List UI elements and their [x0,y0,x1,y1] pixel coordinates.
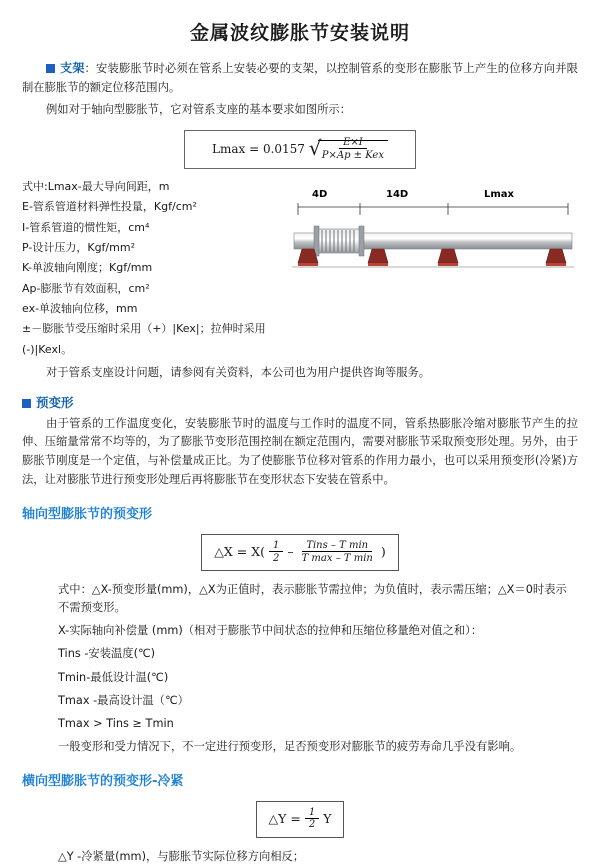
lmax-numerator: E×I [339,137,367,149]
delta-y-half-num: 1 [305,807,319,819]
axial-line: Tmin-最低设计温(℃) [58,670,169,684]
legend-item: ex-单波轴向位移，mm [22,302,138,316]
subsection-lateral-heading: 横向型膨胀节的预变形-冷紧 [22,773,184,789]
lmax-denominator: P×Ap ± Kex [321,149,384,161]
temp-denominator: T max – T min [301,552,373,564]
section1-note: 对于管系支座设计问题，请参阅有关资料，本公司也为用户提供咨询等服务。 [46,366,431,380]
temp-numerator: Tins – T min [302,540,372,552]
page-title: 金属波纹膨胀节安装说明 [189,22,410,44]
dim-label-4d: 4D [312,189,328,201]
dim-label-lmax: Lmax [484,189,514,201]
bullet-square-icon [46,64,55,73]
delta-y-half-den: 2 [308,819,316,831]
delta-y-half-fraction [305,807,319,832]
section1-para2: 例如对于轴向型膨胀节，它对管系支座的基本要求如图所示： [46,103,352,117]
lmax-formula-lhs: Lmax = 0.0157 [211,142,305,157]
legend-item: Ap-膨胀节有效面积，cm² [22,281,150,295]
lmax-fraction [318,137,388,162]
one-half-num: 1 [269,540,283,552]
axial-line: 一般变形和受力情况下，不一定进行预变形，足否预变形对膨胀节的疲劳寿命几乎没有影响。 [58,739,522,753]
legend-item: 式中:Lmax-最大导向间距，m [22,180,170,194]
axial-line: X-实际轴向补偿量 (mm)（相对于膨胀节中间状态的拉伸和压缩位移量绝对值之和）： [58,624,483,638]
dim-label-14d: 14D [386,189,409,201]
pipe-support-diagram [288,185,578,293]
delta-x-minus: – [287,544,294,560]
delta-x-rhs: ) [380,544,386,560]
section1-para1: 支架：安装膨胀节时必须在管系上安装必要的支架，以控制管系的变形在膨胀节上产生的位移方向并限制在膨胀节的额定位移范围内。 [22,61,578,94]
legend-list [22,177,272,360]
lmax-formula [184,130,416,169]
lateral-line: △Y -冷紧量(mm)，与膨胀节实际位移方向相反； [58,849,305,863]
axial-line: Tins -安装温度(℃) [58,647,156,661]
one-half-den: 2 [272,552,280,564]
delta-x-lhs: △X = X( [214,544,265,560]
section2-heading-row [22,393,578,411]
delta-x-formula [22,534,578,571]
subsection-axial-heading: 轴向型膨胀节的预变形 [22,507,153,523]
sqrt-icon [309,137,388,162]
legend-item: ±－膨胀节受压缩时采用（+）|Kex|；拉伸时采用(-)|Kexl。 [22,322,266,356]
legend-diagram-row [22,177,578,360]
legend-item: P-设计压力，Kgf/mm² [22,241,135,255]
delta-y-formula-box [256,801,345,838]
delta-y-formula [22,801,578,838]
delta-x-formula-box [201,534,398,571]
section1-para1-text: 安装膨胀节时必须在管系上安装必要的支架，以控制管系的变形在膨胀节上产生的位移方向并限制在膨胀节的额定位移范围内。 [22,62,578,94]
legend-item: E-管系管道材料弹性投量，Kgf/cm² [22,200,197,214]
section1-heading: 支架 [60,61,85,75]
axial-line: 式中：△X-预变形量(mm)，△X为正值时，表示膨胀节需拉伸；为负值时，表示需压缩；△X＝0时表示不需预变形。 [58,583,567,615]
pipe-diagram-svg [288,185,578,290]
section2-heading: 预变形 [36,394,74,410]
section2-para1: 由于管系的工作温度变化，安装膨胀节时的温度与工作时的温度不同，管系热膨胀冷缩对膨胀节产生的拉伸、压缩量常常不均等的，为了膨胀节变形范围控制在额定范围内，需要对膨胀节采取预变形处理。另外，由于膨胀节刚度是一个定值，与补偿量成正比。为了使膨胀节位移对管系的作用力最小，也可以采用预变形(冷紧)方法，让对膨胀节进行预变形处理后再将膨胀节在变形状态下安装在管系中。 [22,416,578,486]
axial-line: Tmax > Tins ≥ Tmin [58,716,174,730]
delta-y-rhs: Y [323,810,332,826]
bullet-square-icon [22,399,31,408]
delta-y-lhs: △Y = [268,810,301,826]
legend-item: K-单波轴向刚度；Kgf/mm [22,261,153,275]
legend-item: I-管系管道的惯性矩，cm⁴ [22,220,150,234]
axial-line: Tmax -最高设计温（℃） [58,693,189,707]
one-half-fraction [269,540,283,565]
temp-fraction [298,540,377,565]
